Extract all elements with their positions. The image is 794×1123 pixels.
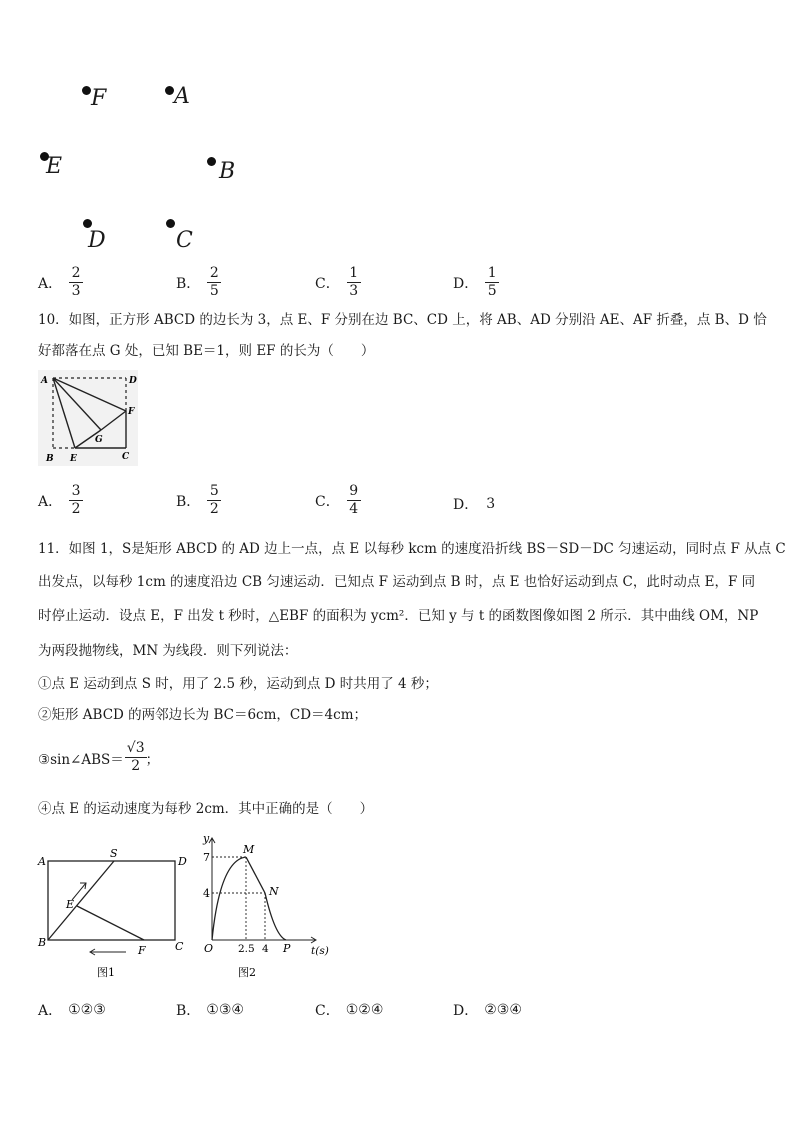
- q9-option-d[interactable]: [453, 265, 498, 300]
- point-D-label: D: [88, 228, 106, 253]
- q11-statement-1: ①点 E 运动到点 S 时，用了 2.5 秒，运动到点 D 时共用了 4 秒；: [38, 676, 438, 692]
- axis-label-t: t(s): [311, 945, 329, 957]
- q11-statement-3: [38, 740, 159, 775]
- option-fraction: [348, 483, 360, 518]
- denominator: 2: [131, 758, 141, 774]
- point-F-label: F: [91, 86, 107, 111]
- numerator: 5: [209, 483, 219, 499]
- option-letter: C．: [315, 275, 340, 292]
- option-letter: A．: [38, 1003, 63, 1019]
- denominator: 4: [349, 501, 359, 517]
- numerator: 1: [487, 265, 497, 281]
- y-tick-4: 4: [203, 887, 210, 900]
- curve-NP: [265, 893, 286, 940]
- numerator: √3: [126, 740, 145, 756]
- label-E: E: [70, 454, 77, 464]
- option-letter: C．: [315, 493, 340, 510]
- option-value: 3: [486, 496, 496, 512]
- point-B-dot: [207, 157, 216, 166]
- statement-3-fraction: [126, 740, 146, 775]
- q10-stem-line1: 10．如图，正方形 ABCD 的边长为 3，点 E、F 分别在边 BC、CD 上，将 AB、AD 分别沿 AE、AF 折叠，点 B、D 恰: [38, 312, 767, 328]
- denominator: 3: [349, 283, 359, 299]
- denominator: 2: [71, 501, 81, 517]
- label-B: B: [38, 936, 47, 949]
- option-letter: B．: [176, 493, 201, 510]
- statement-3-suffix: ；: [145, 751, 160, 768]
- segment-BS: [48, 861, 114, 940]
- q11-statement-4: ④点 E 的运动速度为每秒 2cm．其中正确的是（ ）: [38, 801, 374, 817]
- option-value: ②③④: [484, 1002, 522, 1018]
- option-fraction: [70, 483, 82, 518]
- q11-statement-2: ②矩形 ABCD 的两邻边长为 BC＝6cm，CD＝4cm；: [38, 707, 368, 723]
- option-value: ①②④: [345, 1002, 384, 1018]
- q11-stem-line1: 11．如图 1，S是矩形 ABCD 的 AD 边上一点，点 E 以每秒 kcm 的速度沿折线 BS－SD－DC 匀速运动，同时点 F 从点 C: [38, 541, 786, 557]
- label-A: A: [41, 376, 48, 386]
- label-A: A: [38, 855, 46, 868]
- q11-stem-line4: 为两段抛物线，MN 为线段．则下列说法：: [38, 643, 298, 659]
- option-letter: C．: [315, 1003, 340, 1019]
- option-value: ①②③: [68, 1002, 106, 1018]
- label-D: D: [178, 855, 187, 868]
- option-letter: B．: [176, 1003, 201, 1019]
- q11-figure-2: [198, 830, 338, 980]
- option-letter: D．: [453, 497, 479, 513]
- x-tick-4: 4: [262, 943, 269, 955]
- point-C-dot: [166, 219, 175, 228]
- numerator: 9: [349, 483, 359, 499]
- label-N: N: [269, 885, 279, 898]
- q11-option-a[interactable]: [38, 1000, 106, 1020]
- segment-EF: [77, 906, 144, 940]
- numerator: 2: [71, 265, 81, 281]
- point-F-dot: [82, 86, 91, 95]
- q11-option-c[interactable]: [315, 1000, 383, 1020]
- q10-option-a[interactable]: [38, 483, 82, 518]
- axis-label-y: y: [203, 832, 210, 845]
- point-A-dot: [165, 86, 174, 95]
- label-B: B: [46, 454, 54, 464]
- label-D: D: [129, 376, 137, 386]
- q10-option-d[interactable]: [453, 494, 495, 514]
- label-F: F: [128, 407, 135, 417]
- q11-option-b[interactable]: [176, 1000, 244, 1020]
- label-E: E: [66, 898, 75, 911]
- q10-option-b[interactable]: [176, 483, 220, 518]
- denominator: 5: [209, 283, 219, 299]
- option-fraction: [486, 265, 498, 300]
- label-G: G: [95, 435, 103, 445]
- point-E-label: E: [46, 154, 63, 179]
- point-B-label: B: [219, 159, 236, 184]
- label-P: P: [283, 942, 291, 955]
- q9-option-c[interactable]: [315, 265, 360, 300]
- option-letter: D．: [453, 1003, 479, 1019]
- denominator: 5: [487, 283, 497, 299]
- option-fraction: [208, 265, 220, 300]
- denominator: 2: [209, 501, 219, 517]
- q9-option-a[interactable]: [38, 265, 82, 300]
- option-letter: A．: [38, 275, 63, 292]
- label-C: C: [175, 940, 184, 953]
- q11-stem-line2: 出发点，以每秒 1cm 的速度沿边 CB 匀速运动．已知点 F 运动到点 B 时，点 E 也恰好运动到点 C，此时动点 E，F 同: [38, 574, 756, 590]
- statement-3-prefix: ③sin∠ABS＝: [38, 751, 124, 768]
- q10-square-figure: [38, 370, 138, 466]
- label-F: F: [138, 944, 146, 957]
- numerator: 2: [209, 265, 219, 281]
- q9-option-b[interactable]: [176, 265, 220, 300]
- label-S: S: [110, 847, 118, 860]
- q11-option-d[interactable]: [453, 1000, 522, 1020]
- option-letter: D．: [453, 275, 479, 292]
- q10-stem-line2: 好都落在点 G 处，已知 BE＝1，则 EF 的长为（ ）: [38, 343, 375, 359]
- label-O: O: [204, 942, 214, 955]
- figure-1-caption: 图1: [97, 966, 115, 979]
- option-fraction: [208, 483, 220, 518]
- y-tick-7: 7: [203, 851, 210, 864]
- numerator: 3: [71, 483, 81, 499]
- option-value: ①③④: [206, 1002, 244, 1018]
- point-D-dot: [83, 219, 92, 228]
- label-C: C: [122, 452, 130, 462]
- x-tick-2.5: 2.5: [238, 943, 255, 955]
- option-letter: B．: [176, 275, 201, 292]
- q10-option-c[interactable]: [315, 483, 360, 518]
- numerator: 1: [349, 265, 359, 281]
- q11-figure-1: [34, 842, 194, 982]
- option-fraction: [70, 265, 82, 300]
- figure-2-caption: 图2: [238, 966, 256, 979]
- denominator: 3: [71, 283, 81, 299]
- point-C-label: C: [176, 228, 193, 253]
- option-fraction: [348, 265, 360, 300]
- segment-MN: [246, 857, 265, 893]
- point-A-label: A: [174, 84, 190, 109]
- q11-stem-line3: 时停止运动．设点 E，F 出发 t 秒时，△EBF 的面积为 ycm²．已知 y 与 t 的函数图像如图 2 所示．其中曲线 OM，NP: [38, 608, 759, 624]
- label-M: M: [243, 843, 255, 856]
- curve-OM: [212, 857, 246, 940]
- option-letter: A．: [38, 493, 63, 510]
